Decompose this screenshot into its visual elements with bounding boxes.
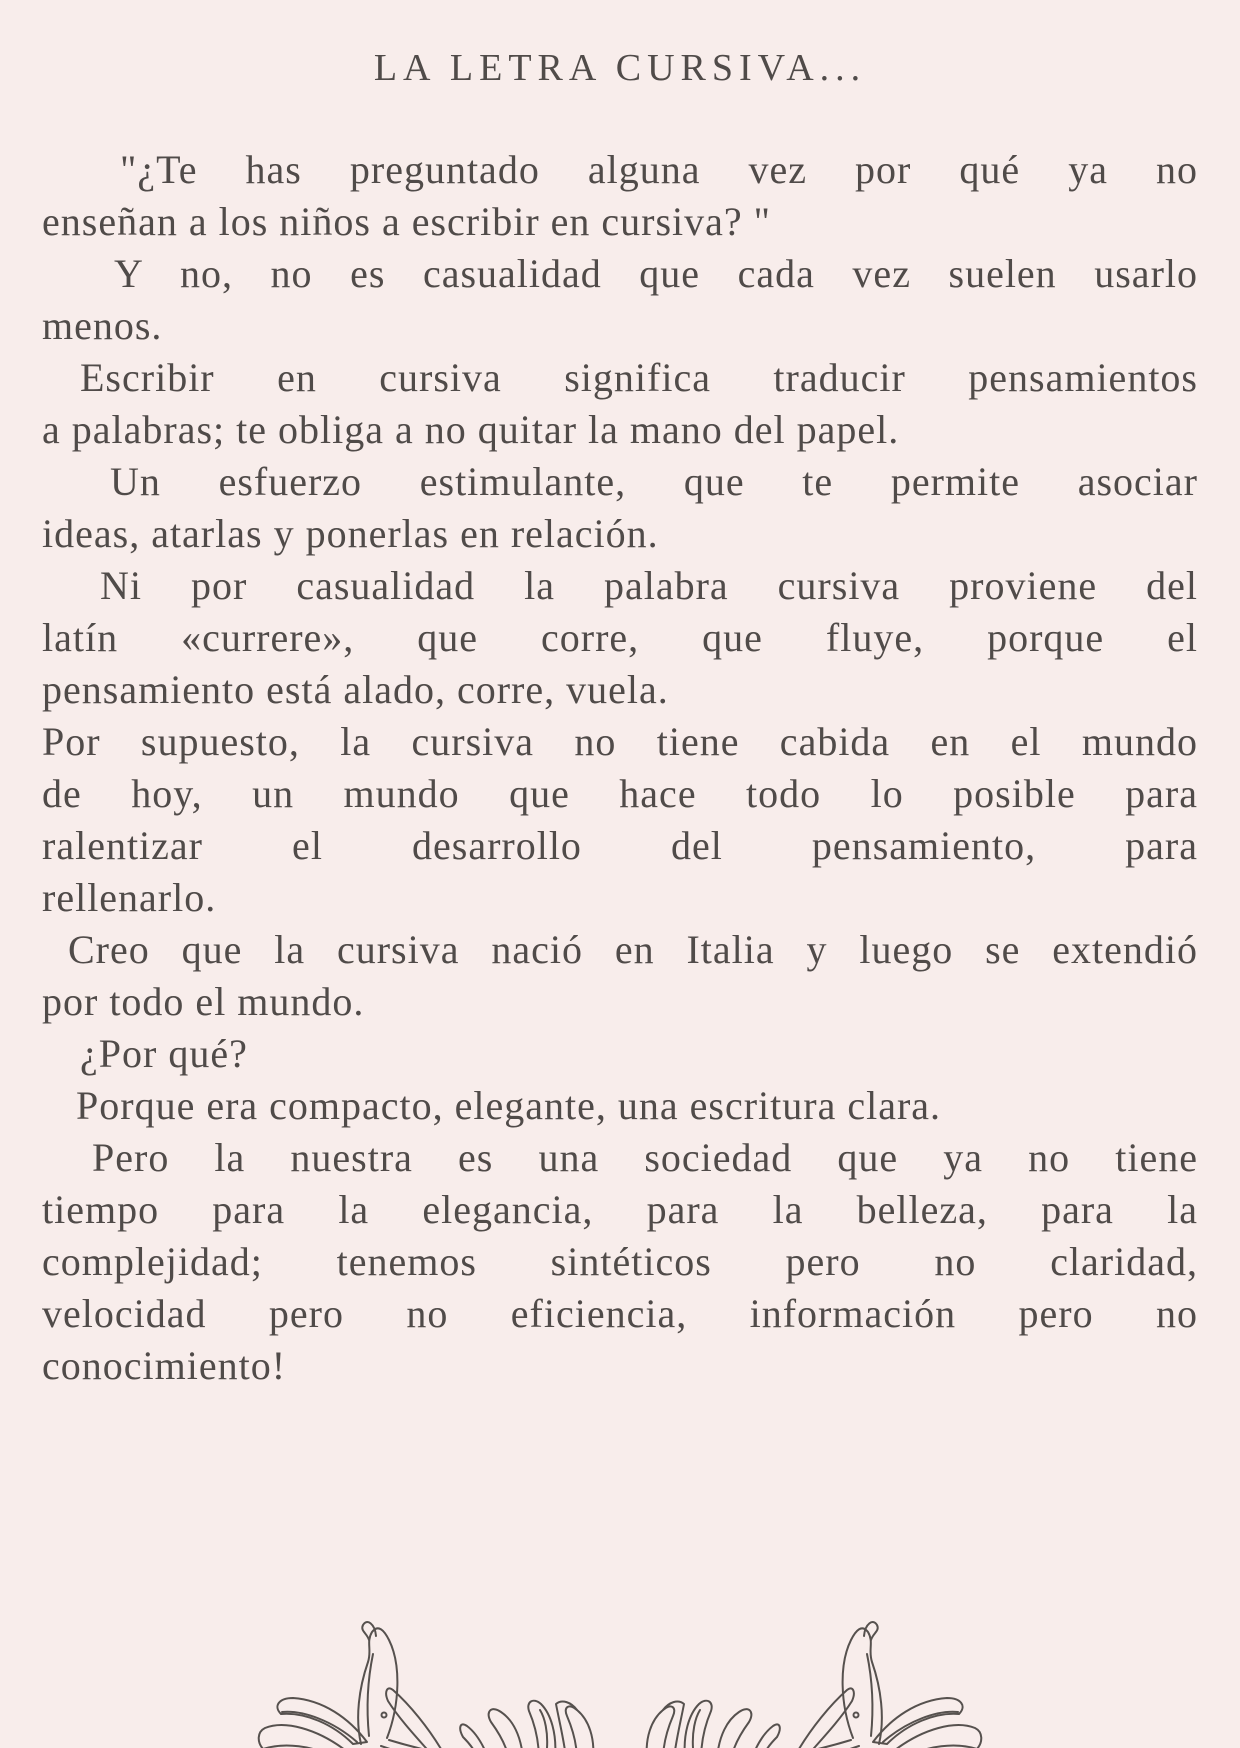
paragraph	[42, 924, 1198, 1028]
text-line: Un esfuerzo estimulante, que te permite asociar	[110, 459, 1198, 504]
paragraph	[42, 560, 1198, 716]
text-line: Creo que la cursiva nació en Italia y luego se extendió	[68, 927, 1198, 972]
text-line: Y no, no es casualidad que cada vez suelen usarlo	[114, 251, 1198, 296]
text-line: Ni por casualidad la palabra cursiva proviene del	[100, 563, 1198, 608]
paragraph-quote	[42, 144, 1198, 248]
text-line: Pero la nuestra es una sociedad que ya no tiene	[92, 1135, 1198, 1180]
paragraph	[42, 1080, 1198, 1132]
text-line: latín «currere», que corre, que fluye, porque el	[42, 615, 1198, 660]
text-line: enseñan a los niños a escribir en cursiva? "	[42, 199, 771, 244]
paragraph	[42, 352, 1198, 456]
calla-lily-illustration	[255, 1552, 985, 1748]
page-title: LA LETRA CURSIVA...	[373, 47, 867, 89]
paragraph	[42, 1132, 1198, 1392]
text-line: conocimiento!	[42, 1343, 287, 1388]
text-line: Porque era compacto, elegante, una escritura clara.	[76, 1083, 942, 1128]
text-line: ¿Por qué?	[80, 1031, 248, 1076]
paragraph	[42, 248, 1198, 352]
body-text	[42, 144, 1198, 1392]
text-line: ralentizar el desarrollo del pensamiento, para	[42, 823, 1198, 868]
text-line: tiempo para la elegancia, para la belleza, para la	[42, 1187, 1198, 1232]
paragraph	[42, 716, 1198, 924]
paragraph-question	[42, 1028, 1198, 1080]
text-line: Por supuesto, la cursiva no tiene cabida en el mundo	[42, 719, 1198, 764]
paragraph	[42, 456, 1198, 560]
text-line: a palabras; te obliga a no quitar la mano del papel.	[42, 407, 900, 452]
text-line: Escribir en cursiva significa traducir pensamientos	[80, 355, 1198, 400]
text-line: por todo el mundo.	[42, 979, 365, 1024]
text-line: "¿Te has preguntado alguna vez por qué ya no	[120, 147, 1198, 192]
text-line: menos.	[42, 303, 163, 348]
text-line: rellenarlo.	[42, 875, 217, 920]
text-line: velocidad pero no eficiencia, información pero no	[42, 1291, 1198, 1336]
text-line: pensamiento está alado, corre, vuela.	[42, 667, 669, 712]
text-line: ideas, atarlas y ponerlas en relación.	[42, 511, 659, 556]
text-line: complejidad; tenemos sintéticos pero no claridad,	[42, 1239, 1198, 1284]
text-line: de hoy, un mundo que hace todo lo posible para	[42, 771, 1198, 816]
